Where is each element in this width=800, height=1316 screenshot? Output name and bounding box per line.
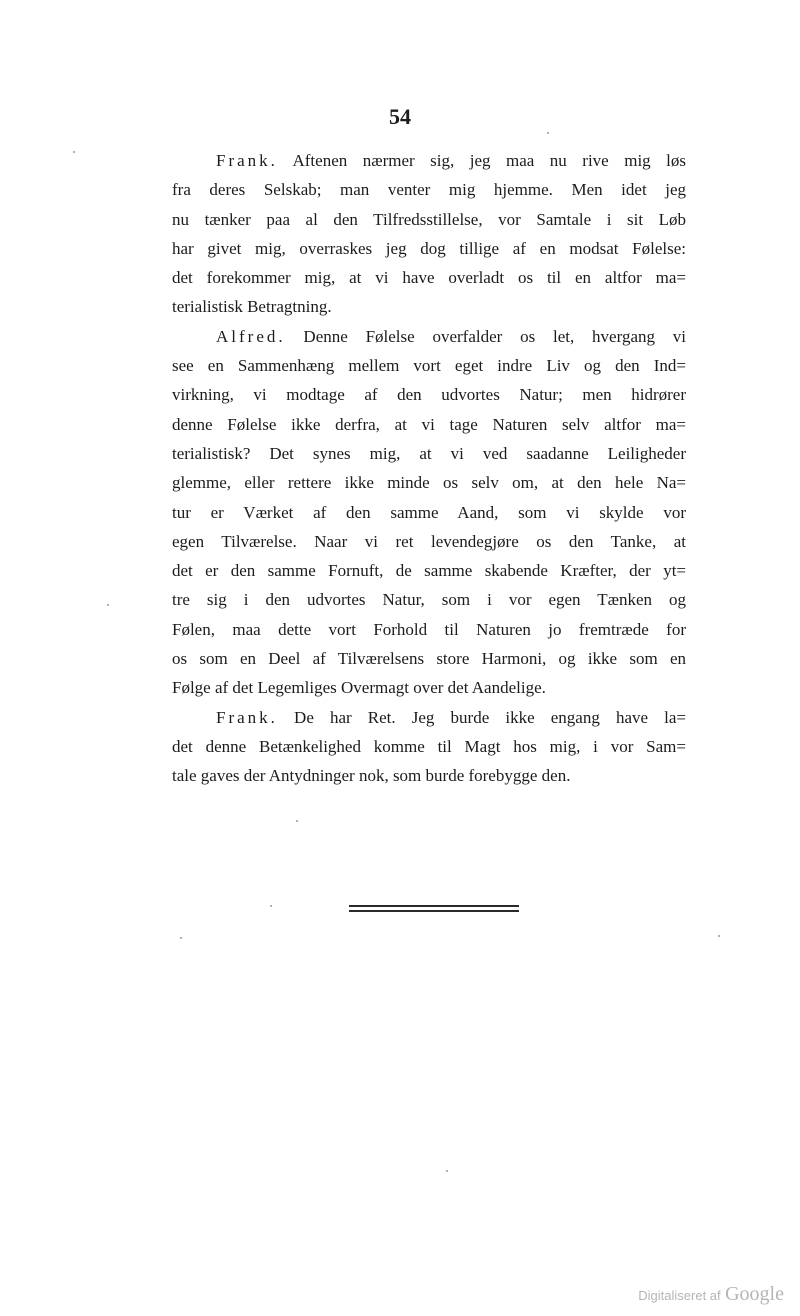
watermark-prefix: Digitaliseret af [638,1288,721,1303]
text-line [172,703,686,732]
line-text: De har Ret. Jeg burde ikke engang have la= [294,707,687,727]
text-line [172,234,686,263]
line-text: terialistisk? Det synes mig, at vi ved saadanne Leiligheder [172,443,686,463]
line-text: tre sig i den udvortes Natur, som i vor egen Tænken og [172,590,686,610]
line-text: see en Sammenhæng mellem vort eget indre Liv og den Ind= [172,356,686,376]
line-text: tur er Værket af den samme Aand, som vi skylde vor [172,502,686,522]
text-line [172,322,686,351]
text-line [172,146,686,175]
body-text [172,146,686,791]
scan-speck [296,820,298,822]
line-text: Følge af det Legemliges Overmagt over det Aandelige. [172,678,546,698]
line-text: har givet mig, overraskes jeg dog tillige af en modsat Følelse: [172,238,686,258]
line-text: fra deres Selskab; man venter mig hjemme. Men idet jeg [172,180,686,200]
line-text: os som en Deel af Tilværelsens store Harmoni, og ikke som en [172,649,686,669]
line-text: virkning, vi modtage af den udvortes Natur; men hidrører [172,385,686,405]
text-line [172,439,686,468]
text-line [172,556,686,585]
line-text: det denne Betænkelighed komme til Magt hos mig, i vor Sam= [172,736,686,756]
speaker-name: Alfred. [216,326,286,346]
text-line [172,761,686,790]
scan-speck [73,151,75,153]
scan-speck [718,935,720,937]
line-text: det er den samme Fornuft, de samme skabende Kræfter, der yt= [172,561,686,581]
text-line [172,205,686,234]
line-text: denne Følelse ikke derfra, at vi tage Naturen selv altfor ma= [172,414,686,434]
text-line [172,292,686,321]
text-line [172,644,686,673]
watermark-brand: Google [725,1283,784,1305]
speaker-name: Frank. [216,151,278,170]
digitization-watermark [638,1283,784,1306]
line-text: nu tænker paa al den Tilfredsstillelse, vor Samtale i sit Løb [172,209,686,229]
speaker-name: Frank. [216,707,278,727]
text-line [172,380,686,409]
scan-speck [180,937,182,939]
text-line [172,468,686,497]
scan-speck [547,132,549,134]
text-line [172,527,686,556]
text-line [172,585,686,614]
line-text: glemme, eller rettere ikke minde os selv om, at den hele Na= [172,473,686,493]
text-line [172,263,686,292]
line-text: tale gaves der Antydninger nok, som burde forebygge den. [172,766,571,786]
text-line [172,615,686,644]
line-text: Denne Følelse overfalder os let, hvergang vi [303,326,687,346]
line-text: egen Tilværelse. Naar vi ret levendegjøre os den Tanke, at [172,531,686,551]
scan-speck [446,1170,448,1172]
text-line [172,410,686,439]
page-number: 54 [389,104,411,129]
text-line [172,732,686,761]
text-line [172,673,686,702]
text-line [172,175,686,204]
scan-speck [107,604,109,606]
line-text: terialistisk Betragtning. [172,297,332,317]
text-line [172,498,686,527]
line-text: Følen, maa dette vort Forhold til Naturen jo fremtræde for [172,619,686,639]
line-text: Aftenen nærmer sig, jeg maa nu rive mig løs [292,151,686,170]
scan-speck [270,905,272,907]
text-line [172,351,686,380]
end-rule-divider [349,905,519,914]
line-text: det forekommer mig, at vi have overladt os til en altfor ma= [172,268,686,288]
